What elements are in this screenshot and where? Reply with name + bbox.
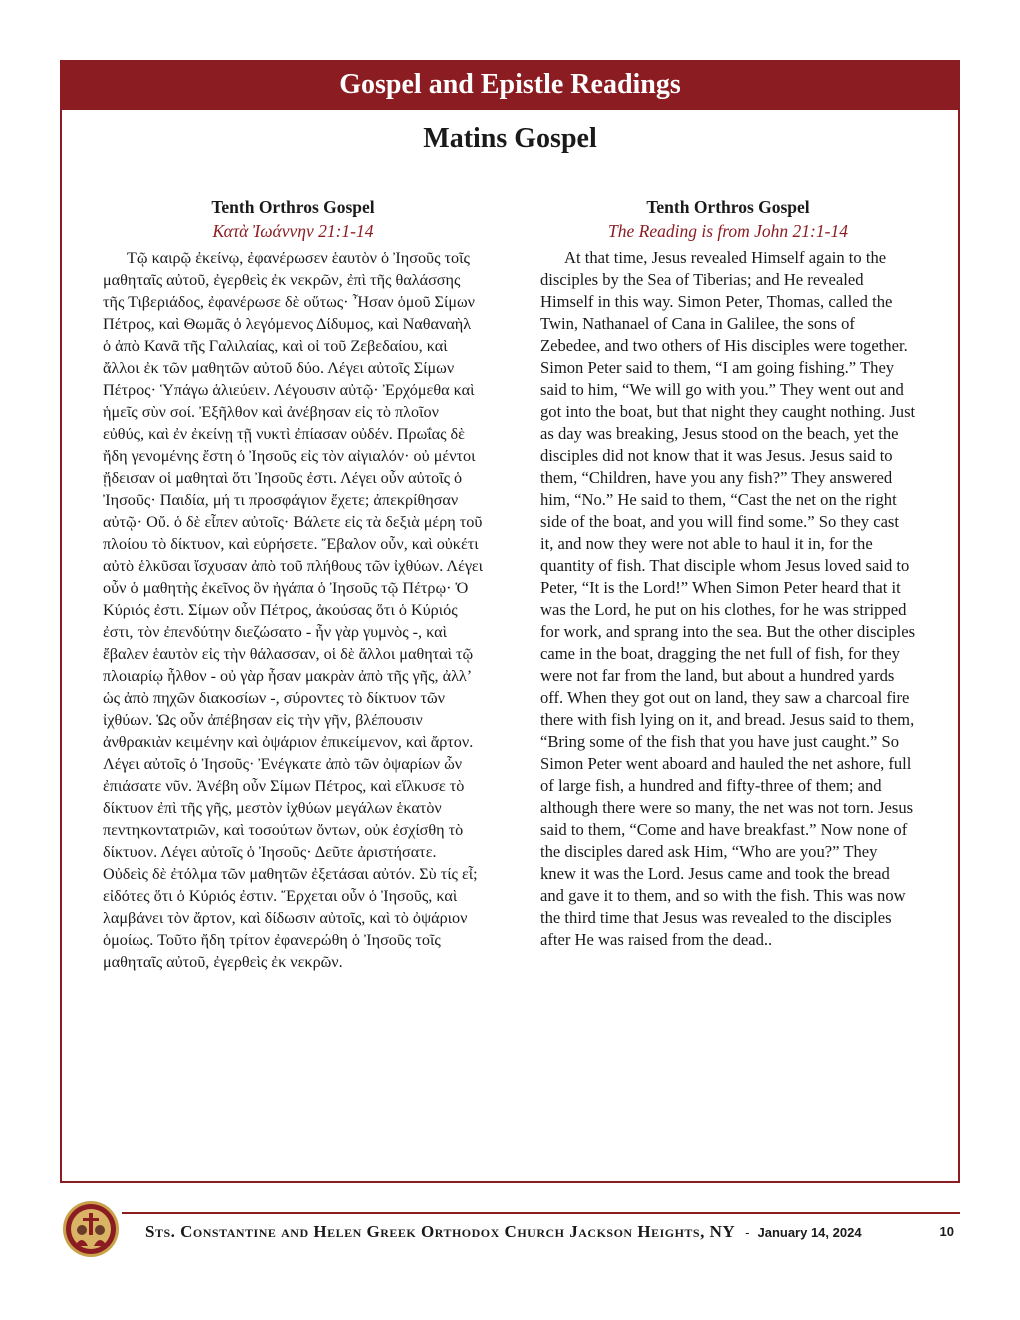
english-column-reference: The Reading is from John 21:1-14	[608, 221, 848, 241]
page-banner: Gospel and Epistle Readings	[60, 60, 960, 110]
greek-column-reference: Κατὰ Ἰωάννην 21:1-14	[212, 221, 374, 241]
footer-divider	[122, 1212, 960, 1214]
page-number: 10	[939, 1224, 954, 1239]
greek-gospel-text: Τῷ καιρῷ ἐκείνῳ, ἐφανέρωσεν ἑαυτὸν ὁ Ἰησοῦς τοῖς μαθηταῖς αὐτοῦ, ἐγερθεὶς ἐκ νεκρῶν, ἐπὶ τῆς θαλάσσης τῆς Τιβεριάδος, ἐφανέρωσε δὲ οὕτως· Ἦσαν ὁμοῦ Σίμων Πέτρος, καὶ Θωμᾶς ὁ λεγόμενος Δίδυμος, καὶ Ναθαναὴλ ὁ ἀπὸ Κανᾶ τῆς Γαλιλαίας, καὶ οἱ τοῦ Ζεβεδαίου, καὶ ἄλλοι ἐκ τῶν μαθητῶν αὐτοῦ δύο. Λέγει αὐτοῖς Σίμων Πέτρος· Ὑπάγω ἁλιεύειν. Λέγουσιν αὐτῷ· Ἐρχόμεθα καὶ ἡμεῖς σὺν σοί. Ἐξῆλθον καὶ ἀνέβησαν εἰς τὸ πλοῖον εὐθύς, καὶ ἐν ἐκείνῃ τῇ νυκτὶ ἐπίασαν οὐδέν. Πρωΐας δὲ ἤδη γενομένης ἔστη ὁ Ἰησοῦς εἰς τὸν αἰγιαλόν· οὐ μέντοι ᾔδεισαν οἱ μαθηταὶ ὅτι Ἰησοῦς ἐστι. Λέγει οὖν αὐτοῖς ὁ Ἰησοῦς· Παιδία, μή τι προσφάγιον ἔχετε; ἀπεκρίθησαν αὐτῷ· Οὔ. ὁ δὲ εἶπεν αὐτοῖς· Βάλετε εἰς τὰ δεξιὰ μέρη τοῦ πλοίου τὸ δίκτυον, καὶ εὑρήσετε. Ἔβαλον οὖν, καὶ οὐκέτι αὐτὸ ἑλκῦσαι ἴσχυσαν ἀπὸ τοῦ πλήθους τῶν ἰχθύων. Λέγει οὖν ὁ μαθητὴς ἐκεῖνος ὃν ἠγάπα ὁ Ἰησοῦς τῷ Πέτρῳ· Ὁ Κύριός ἐστι. Σίμων οὖν Πέτρος, ἀκούσας ὅτι ὁ Κύριός ἐστι, τὸν ἐπενδύτην διεζώσατο - ἦν γὰρ γυμνὸς -, καὶ ἔβαλεν ἑαυτὸν εἰς τὴν θάλασσαν, οἱ δὲ ἄλλοι μαθηταὶ τῷ πλοιαρίῳ ἦλθον - οὐ γὰρ ἦσαν μακρὰν ἀπὸ τῆς γῆς, ἀλλ’ ὡς ἀπὸ πηχῶν διακοσίων -, σύροντες τὸ δίκτυον τῶν ἰχθύων. Ὡς οὖν ἀπέβησαν εἰς τὴν γῆν, βλέπουσιν ἀνθρακιὰν κειμένην καὶ ὀψάριον ἐπικείμενον, καὶ ἄρτον. Λέγει αὐτοῖς ὁ Ἰησοῦς· Ἐνέγκατε ἀπὸ τῶν ὀψαρίων ὧν ἐπιάσατε νῦν. Ἀνέβη οὖν Σίμων Πέτρος, καὶ εἵλκυσε τὸ δίκτυον ἐπὶ τῆς γῆς, μεστὸν ἰχθύων μεγάλων ἑκατὸν πεντηκοντατριῶν, καὶ τοσούτων ὄντων, οὐκ ἐσχίσθη τὸ δίκτυον. Λέγει αὐτοῖς ὁ Ἰησοῦς· Δεῦτε ἀριστήσατε. Οὐδεὶς δὲ ἐτόλμα τῶν μαθητῶν ἐξετάσαι αὐτόν. Σὺ τίς εἶ; εἰδότες ὅτι ὁ Κύριός ἐστιν. Ἔρχεται οὖν ὁ Ἰησοῦς, καὶ λαμβάνει τὸν ἄρτον, καὶ δίδωσιν αὐτοῖς, καὶ τὸ ὀψάριον ὁμοίως. Τοῦτο ἤδη τρίτον ἐφανερώθη ὁ Ἰησοῦς τοῖς μαθηταῖς αὐτοῦ, ἐγερθεὶς ἐκ νεκρῶν.	[103, 249, 483, 971]
english-column	[540, 195, 916, 951]
footer-dash: -	[745, 1225, 750, 1240]
section-title: Matins Gospel	[423, 123, 597, 154]
greek-column-title: Tenth Orthros Gospel	[211, 197, 375, 217]
church-name: Sts. Constantine and Helen Greek Orthodox Church Jackson Heights, NY	[145, 1222, 736, 1241]
footer-line	[145, 1220, 945, 1244]
english-column-title: Tenth Orthros Gospel	[646, 197, 810, 217]
church-seal-icon	[62, 1200, 120, 1258]
english-gospel-text: At that time, Jesus revealed Himself again to the disciples by the Sea of Tiberias; and He revealed Himself in this way. Simon Peter, Thomas, called the Twin, Nathanael of Cana in Galilee, the sons of Zebedee, and two others of His disciples were together. Simon Peter said to them, “I am going fishing.” They said to him, “We will go with you.” They went out and got into the boat, but that night they caught nothing. Just as day was breaking, Jesus stood on the beach, yet the disciples did not know that it was Jesus. Jesus said to them, “Children, have you any fish?” They answered him, “No.” He said to them, “Cast the net on the right side of the boat, and you will find some.” So they cast it, and now they were not able to haul it in, for the quantity of fish. That disciple whom Jesus loved said to Peter, “It is the Lord!” When Simon Peter heard that it was the Lord, he put on his clothes, for he was stripped for work, and sprang into the sea. But the other disciples came in the boat, dragging the net full of fish, for they were not far from the land, but about a hundred yards off. When they got out on land, they saw a charcoal fire there with fish lying on it, and bread. Jesus said to them, “Bring some of the fish that you have just caught.” So Simon Peter went aboard and hauled the net ashore, full of large fish, a hundred and fifty-three of them; and although there were so many, the net was not torn. Jesus said to them, “Come and have breakfast.” Now none of the disciples dared ask Him, “Who are you?” They knew it was the Lord. Jesus came and took the bread and gave it to them, and so with the fish. This was now the third time that Jesus was revealed to the disciples after He was raised from the dead..	[540, 248, 916, 949]
bulletin-date: January 14, 2024	[757, 1225, 862, 1240]
greek-column	[103, 195, 483, 973]
